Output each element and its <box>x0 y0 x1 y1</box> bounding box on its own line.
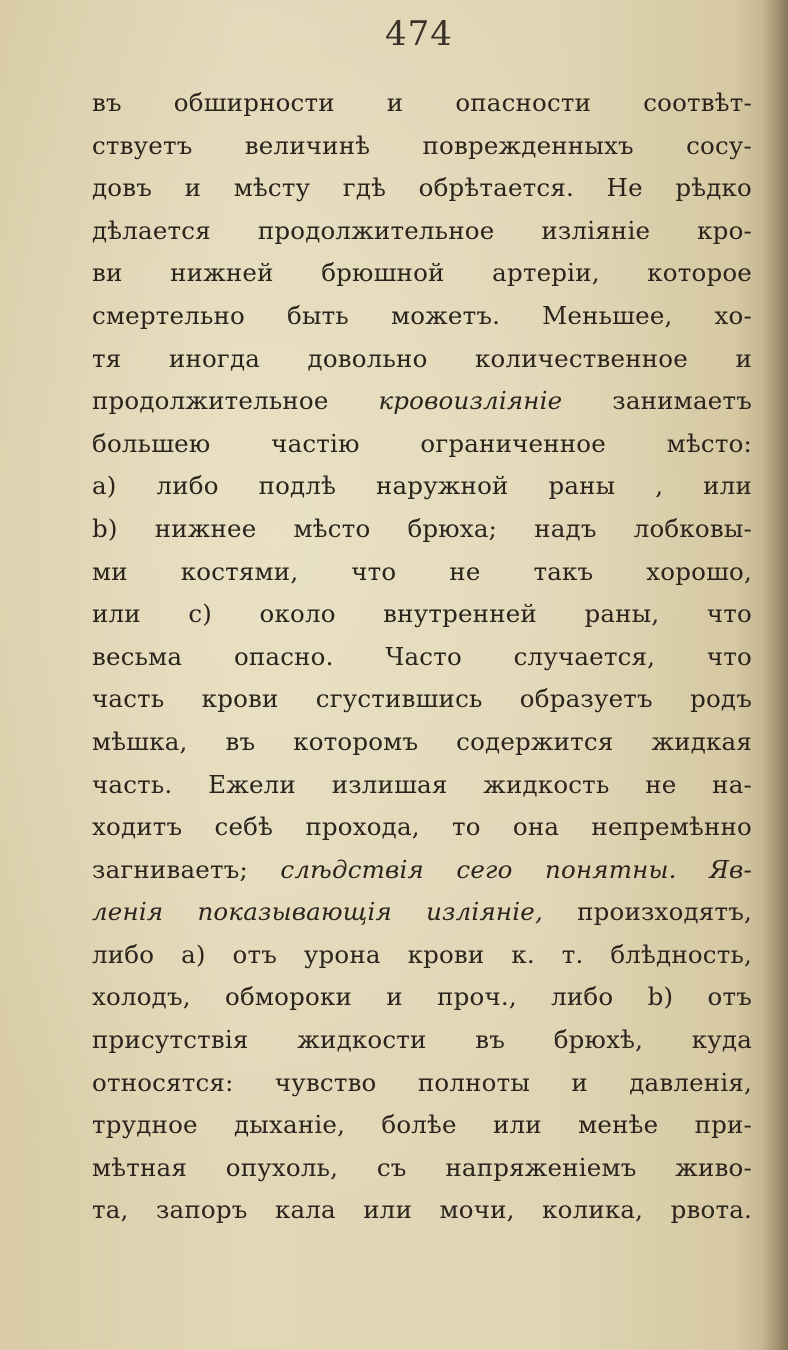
text-segment: ми костями, что не такъ хорошо, <box>92 556 752 586</box>
text-line <box>92 508 752 551</box>
text-line <box>92 891 752 934</box>
text-segment: часть крови сгустившись образуетъ родъ <box>92 684 752 714</box>
text-segment: ви нижней брюшной артеріи, которое <box>92 258 752 288</box>
text-line <box>92 252 752 295</box>
text-line <box>92 721 752 764</box>
text-segment: относятся: чувство полноты и давленія, <box>92 1067 752 1097</box>
text-segment: часть. Ежели излишая жидкость не на- <box>92 769 752 799</box>
text-line <box>92 423 752 466</box>
text-segment: мѣтная опухоль, съ напряженіемъ живо- <box>92 1152 752 1182</box>
text-line <box>92 806 752 849</box>
text-segment: въ обширности и опасности соотвѣт- <box>92 88 752 117</box>
text-segment: весьма опасно. Часто случается, что <box>92 641 752 671</box>
italic-text: слѣдствія сего понятны. Яв- <box>280 854 752 884</box>
text-line <box>92 82 752 125</box>
text-line <box>92 593 752 636</box>
text-segment: та, запоръ кала или мочи, колика, рвота. <box>92 1195 752 1225</box>
text-line <box>92 551 752 594</box>
text-segment: продолжительное <box>92 386 379 416</box>
text-line <box>92 764 752 807</box>
page-number: 474 <box>385 14 453 54</box>
text-segment: большею частію ограниченное мѣсто: <box>92 428 752 458</box>
text-segment: либо a) отъ урона крови к. т. блѣдность, <box>92 939 752 969</box>
page-edge-shadow <box>762 0 788 1350</box>
body-text <box>92 82 752 1232</box>
text-segment: смертельно быть можетъ. Меньшее, хо- <box>92 300 752 330</box>
text-segment: загниваетъ; <box>92 854 281 884</box>
text-segment: a) либо подлѣ наружной раны , или <box>92 471 752 501</box>
text-line <box>92 338 752 381</box>
italic-text: кровоизліяніе <box>378 386 563 416</box>
text-line <box>92 934 752 977</box>
text-segment: трудное дыханіе, болѣе или менѣе при- <box>92 1110 752 1140</box>
text-line <box>92 167 752 210</box>
text-line <box>92 295 752 338</box>
text-line <box>92 636 752 679</box>
text-segment: ствуетъ величинѣ поврежденныхъ сосу- <box>92 130 752 160</box>
text-line <box>92 1019 752 1062</box>
text-segment: холодъ, обмороки и проч., либо b) отъ <box>92 982 752 1012</box>
text-segment: мѣшка, въ которомъ содержится жидкая <box>92 726 752 756</box>
text-segment: довъ и мѣсту гдѣ обрѣтается. Не рѣдко <box>92 173 752 203</box>
text-segment: или c) около внутренней раны, что <box>92 599 752 629</box>
text-line <box>92 1189 752 1232</box>
text-segment: занимаетъ <box>562 386 752 416</box>
text-line <box>92 465 752 508</box>
text-segment: дѣлается продолжительное изліяніе кро- <box>92 215 752 245</box>
text-line <box>92 1147 752 1190</box>
italic-text: ленія показывающія изліяніе, <box>92 897 543 927</box>
text-segment: b) нижнее мѣсто брюха; надъ лобковы- <box>92 513 752 543</box>
text-segment: произходятъ, <box>542 897 752 927</box>
text-segment: тя иногда довольно количественное и <box>92 343 752 373</box>
text-line <box>92 678 752 721</box>
text-line <box>92 210 752 253</box>
text-line <box>92 976 752 1019</box>
text-line <box>92 849 752 892</box>
text-segment: присутствія жидкости въ брюхѣ, куда <box>92 1025 752 1055</box>
text-line <box>92 380 752 423</box>
text-line <box>92 1104 752 1147</box>
text-segment: ходитъ себѣ прохода, то она непремѣнно <box>92 812 752 842</box>
text-line <box>92 125 752 168</box>
text-line <box>92 1062 752 1105</box>
